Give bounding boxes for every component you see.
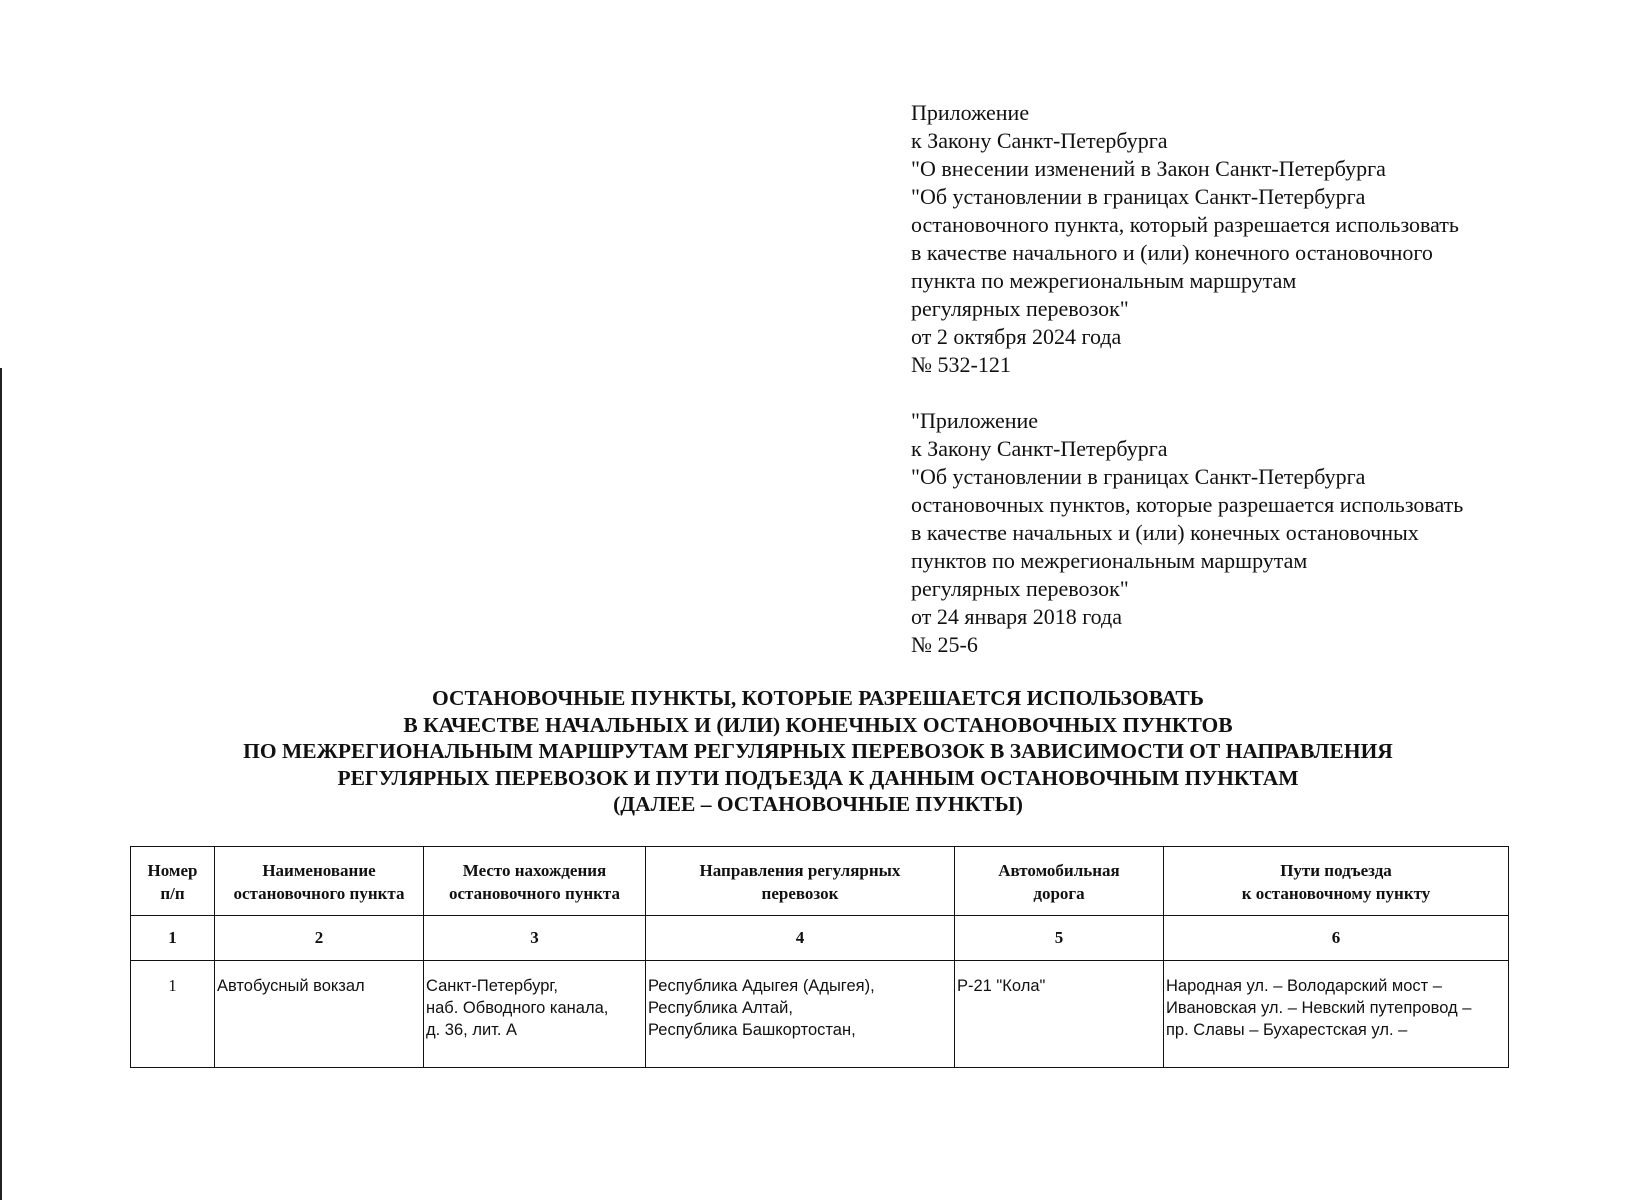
header-text: к остановочному пункту xyxy=(1241,884,1431,903)
appendix-header-line: пункта по межрегиональным маршрутам xyxy=(911,268,1297,293)
original-header-line: к Закону Санкт-Петербурга xyxy=(911,436,1168,461)
header-road xyxy=(955,847,1164,916)
title-line: (ДАЛЕЕ – ОСТАНОВОЧНЫЕ ПУНКТЫ) xyxy=(613,792,1023,816)
cell-text: Народная ул. – Володарский мост – xyxy=(1166,977,1442,995)
column-number: 1 xyxy=(131,916,215,961)
column-number: 3 xyxy=(424,916,646,961)
cell-text: наб. Обводного канала, xyxy=(426,999,609,1017)
original-header-line: остановочных пунктов, которые разрешается использовать xyxy=(911,492,1464,517)
title-line: ОСТАНОВОЧНЫЕ ПУНКТЫ, КОТОРЫЕ РАЗРЕШАЕТСЯ ИСПОЛЬЗОВАТЬ xyxy=(432,686,1204,710)
appendix-header-line: регулярных перевозок" xyxy=(911,296,1129,321)
original-header-line: в качестве начальных и (или) конечных остановочных xyxy=(911,520,1419,545)
header-text: Пути подъезда xyxy=(1280,861,1392,880)
original-header-number: № 25-6 xyxy=(911,632,978,657)
appendix-header-line: Приложение xyxy=(911,100,1030,125)
header-number xyxy=(131,847,215,916)
header-text: остановочного пункта xyxy=(449,884,620,903)
road-cell xyxy=(955,961,1164,1068)
page-edge-mark xyxy=(0,368,2,1200)
appendix-header-line: к Закону Санкт-Петербурга xyxy=(911,128,1168,153)
original-header-line: регулярных перевозок" xyxy=(911,576,1129,601)
header-text: дорога xyxy=(1033,884,1085,903)
header-text: Направления регулярных xyxy=(699,861,901,880)
header-text: Номер xyxy=(147,861,198,880)
appendix-header-line: "Об установлении в границах Санкт-Петербурга xyxy=(911,184,1366,209)
title-line: РЕГУЛЯРНЫХ ПЕРЕВОЗОК И ПУТИ ПОДЪЕЗДА К ДАННЫМ ОСТАНОВОЧНЫМ ПУНКТАМ xyxy=(337,765,1299,790)
appendix-header-date: от 2 октября 2024 года xyxy=(911,324,1122,349)
cell-text: пр. Славы – Бухарестская ул. – xyxy=(1166,1021,1408,1039)
column-number: 6 xyxy=(1164,916,1509,961)
appendix-header-number: № 532-121 xyxy=(911,352,1011,377)
cell-text: д. 36, лит. А xyxy=(426,1021,518,1039)
cell-text: Автобусный вокзал xyxy=(217,977,365,995)
table-row xyxy=(131,961,1509,1068)
table-header-row xyxy=(131,847,1509,916)
cell-text: Республика Башкортостан, xyxy=(648,1021,856,1039)
row-number: 1 xyxy=(131,961,215,1068)
appendix-header-line: остановочного пункта, который разрешается использовать xyxy=(911,212,1459,237)
original-header-line: пунктов по межрегиональным маршрутам xyxy=(911,548,1308,573)
header-text: Автомобильная xyxy=(998,861,1120,880)
header-location xyxy=(424,847,646,916)
original-header-line: "Приложение xyxy=(911,408,1039,433)
column-number: 4 xyxy=(646,916,955,961)
header-directions xyxy=(646,847,955,916)
column-number: 5 xyxy=(955,916,1164,961)
header-access-routes xyxy=(1164,847,1509,916)
title-line: В КАЧЕСТВЕ НАЧАЛЬНЫХ И (ИЛИ) КОНЕЧНЫХ ОСТАНОВОЧНЫХ ПУНКТОВ xyxy=(403,712,1233,737)
header-text: п/п xyxy=(160,884,185,903)
header-text: Наименование xyxy=(262,861,376,880)
header-text: остановочного пункта xyxy=(233,884,405,903)
cell-text: Республика Алтай, xyxy=(648,999,793,1017)
header-text: Место нахождения xyxy=(462,861,607,880)
original-header-date: от 24 января 2018 года xyxy=(911,604,1122,629)
cell-text: Санкт-Петербург, xyxy=(426,977,558,995)
original-header-line: "Об установлении в границах Санкт-Петербурга xyxy=(911,464,1366,489)
appendix-header-line: "О внесении изменений в Закон Санкт-Петербурга xyxy=(911,156,1386,181)
cell-text: Р-21 "Кола" xyxy=(957,977,1046,995)
stops-table xyxy=(130,846,1509,1068)
cell-text: Ивановская ул. – Невский путепровод – xyxy=(1166,999,1472,1017)
appendix-header xyxy=(911,99,1551,379)
original-law-header xyxy=(911,407,1551,659)
appendix-header-line: в качестве начального и (или) конечного остановочного xyxy=(911,240,1433,265)
access-routes-cell xyxy=(1164,961,1509,1068)
stop-name-cell xyxy=(215,961,424,1068)
header-stop-name xyxy=(215,847,424,916)
column-number: 2 xyxy=(215,916,424,961)
directions-cell xyxy=(646,961,955,1068)
location-cell xyxy=(424,961,646,1068)
title-line: ПО МЕЖРЕГИОНАЛЬНЫМ МАРШРУТАМ РЕГУЛЯРНЫХ ПЕРЕВОЗОК В ЗАВИСИМОСТИ ОТ НАПРАВЛЕНИЯ xyxy=(243,739,1393,763)
cell-text: Республика Адыгея (Адыгея), xyxy=(648,977,875,995)
document-title xyxy=(130,685,1506,818)
header-text: перевозок xyxy=(761,884,839,903)
column-number-row xyxy=(131,916,1509,961)
